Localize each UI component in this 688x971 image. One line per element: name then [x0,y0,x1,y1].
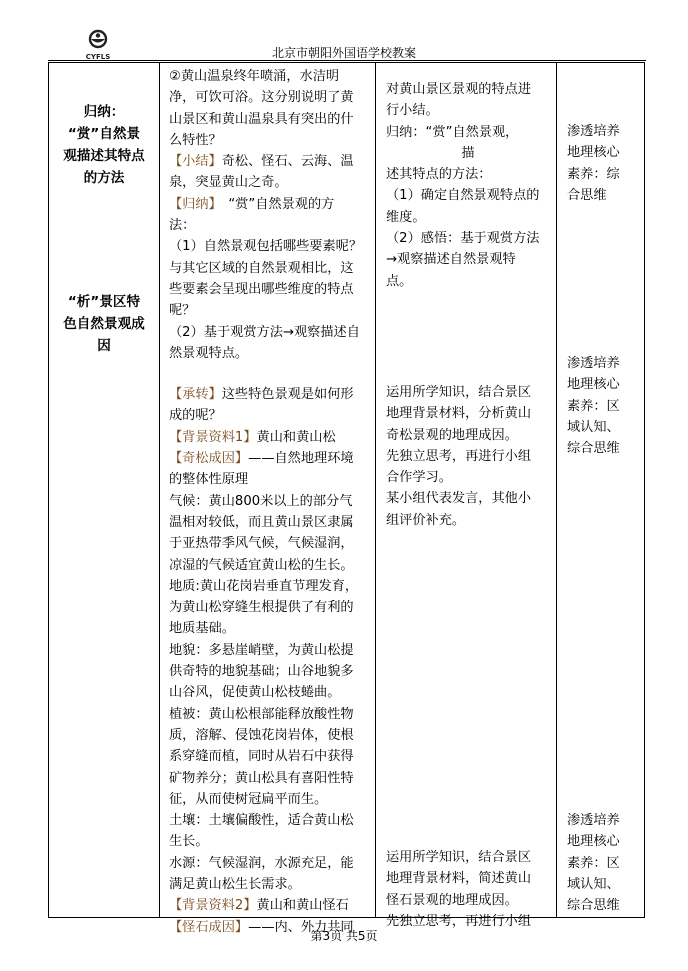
text-line: 行小结。 [386,103,439,119]
background-1-line: 【背景资料1】黄山和黄山松 [169,429,336,445]
guaishi-line: 【怪石成因】——内、外力共同 [169,919,354,935]
text-line: 地质基础。 [169,621,235,637]
core-literacy-note: 渗透培养 地理核心 素养：综 合思维 [567,124,620,203]
text-line: 些要素会呈现出哪些维度的特点 [169,281,354,297]
text-line: （2）感悟：基于观赏方法 [386,231,540,247]
text-line: 先独立思考，再进行小组 [386,913,532,929]
text-line: 温相对较低，而且黄山景区隶属 [169,514,354,530]
text-line: 山景区和黄山温泉具有突出的什 [169,111,354,127]
student-activity-column [376,63,556,932]
text-line: 维度。 [386,209,426,225]
text-line: →观察描述自然景观特 [386,252,516,268]
text-line: 成的呢？ [169,408,222,424]
text-line: 合作学习。 [386,470,452,486]
text-line: 净，可饮可浴。这分别说明了黄 [169,90,354,106]
text-line: 地貌：多悬崖峭壁，为黄山松提 [169,642,354,658]
text-line: （2）基于观赏方法→观察描述自 [169,324,360,340]
text-line: 运用所学知识，结合景区 [386,850,532,866]
text-line: 泉，突显黄山之奇。 [169,175,288,191]
text-line: 山谷风，促使黄山松枝蜷曲。 [169,685,341,701]
stage-column [49,63,159,917]
lesson-plan-table [48,62,645,935]
text-line: 土壤：土壤偏酸性，适合黄山松 [169,813,354,829]
xiaojie-tag: 【小结】 [169,154,222,170]
text-line: 怪石景观的地理成因。 [386,892,518,908]
guina-line: 【归纳】 “赏”自然景观的方 [169,196,335,212]
text-line: 供奇特的地貌基础；山谷地貌多 [169,664,354,680]
text-line: 与其它区域的自然景观相比，这 [169,260,354,276]
guaishi-tag: 【怪石成因】 [169,919,249,935]
text-line: 地理背景材料，分析黄山 [386,406,532,422]
text-line: 奇松景观的地理成因。 [386,427,518,443]
text-line: 地质:黄山花岗岩垂直节理发育， [169,578,359,594]
text-line: 于亚热带季风气候，气候湿润， [169,536,354,552]
background-1-tag: 【背景资料1】 [169,429,257,445]
text-line: （1）确定自然景观特点的 [386,188,540,204]
qisong-line: 【奇松成因】——自然地理环境 [169,451,354,467]
text-line: 述其特点的方法： [386,167,492,183]
text-line: 水源：气候湿润，水源充足，能 [169,855,354,871]
text-line: 凉湿的气候适宜黄山松的生长。 [169,557,354,573]
core-literacy-note: 渗透培养 地理核心 素养：区 域认知、 综合思维 [567,813,620,914]
text-line: 先独立思考，再进行小组 [386,448,532,464]
text-line: （1）自然景观包括哪些要素呢？ [169,239,363,255]
teacher-activity-column [160,63,375,938]
text-line: 矿物养分；黄山松具有喜阳性特 [169,770,354,786]
background-2-line: 【背景资料2】黄山和黄山怪石 [169,898,349,914]
text-line: 点。 [386,273,413,289]
text-line: 植被：黄山松根部能释放酸性物 [169,706,354,722]
chengzhuan-tag: 【承转】 [169,387,222,403]
text-line: 气候：黄山800米以上的部分气 [169,493,353,509]
page-number: 第3页 共5页 [310,929,378,943]
text-line: 质，溶解、侵蚀花岗岩体，使根 [169,727,354,743]
text-line: 运用所学知识，结合景区 [386,384,532,400]
text-line: 征，从而使树冠扁平而生。 [169,791,328,807]
logo-text: CYFLS [85,53,111,61]
summary-stage-title: 归纳： “赏”自然景 观描述其特点 的方法 [63,104,145,186]
text-line: 系穿缝而植，同时从岩石中获得 [169,749,354,765]
text-line: 组评价补充。 [386,512,466,528]
text-line: 归纳：“赏”自然景观， [386,124,519,140]
text-line: 为黄山松穿缝生根提供了有利的 [169,600,354,616]
header-rule [48,60,646,61]
text-line: 生长。 [169,834,209,850]
text-line: 描 [461,145,475,161]
text-line: 满足黄山松生长需求。 [169,876,301,892]
text-line: ②黄山温泉终年喷涌，水洁明 [169,69,340,84]
chengzhuan-line: 【承转】这些特色景观是如何形 [169,387,354,403]
analysis-stage-title: “析”景区特 色自然景观成 因 [63,294,145,354]
design-intent-column [557,63,646,917]
background-2-tag: 【背景资料2】 [169,898,257,914]
text-line: 然景观特点。 [169,345,249,361]
text-line: 呢？ [169,303,196,319]
text-line: 法： [169,218,196,234]
qisong-tag: 【奇松成因】 [169,451,249,467]
text-line: 么特性？ [169,132,222,148]
school-name: 北京市朝阳外国语学校教案 [271,46,416,60]
guina-tag: 【归纳】 [169,196,216,212]
text-line: 对黄山景区景观的特点进 [386,82,532,97]
text-line: 的整体性原理 [169,472,249,488]
text-line: 地理背景材料，简述黄山 [386,871,532,887]
text-line: 某小组代表发言，其他小 [386,491,532,507]
core-literacy-note: 渗透培养 地理核心 素养：区 域认知、 综合思维 [567,356,620,457]
summary-line: 【小结】奇松、怪石、云海、温 [169,154,354,170]
